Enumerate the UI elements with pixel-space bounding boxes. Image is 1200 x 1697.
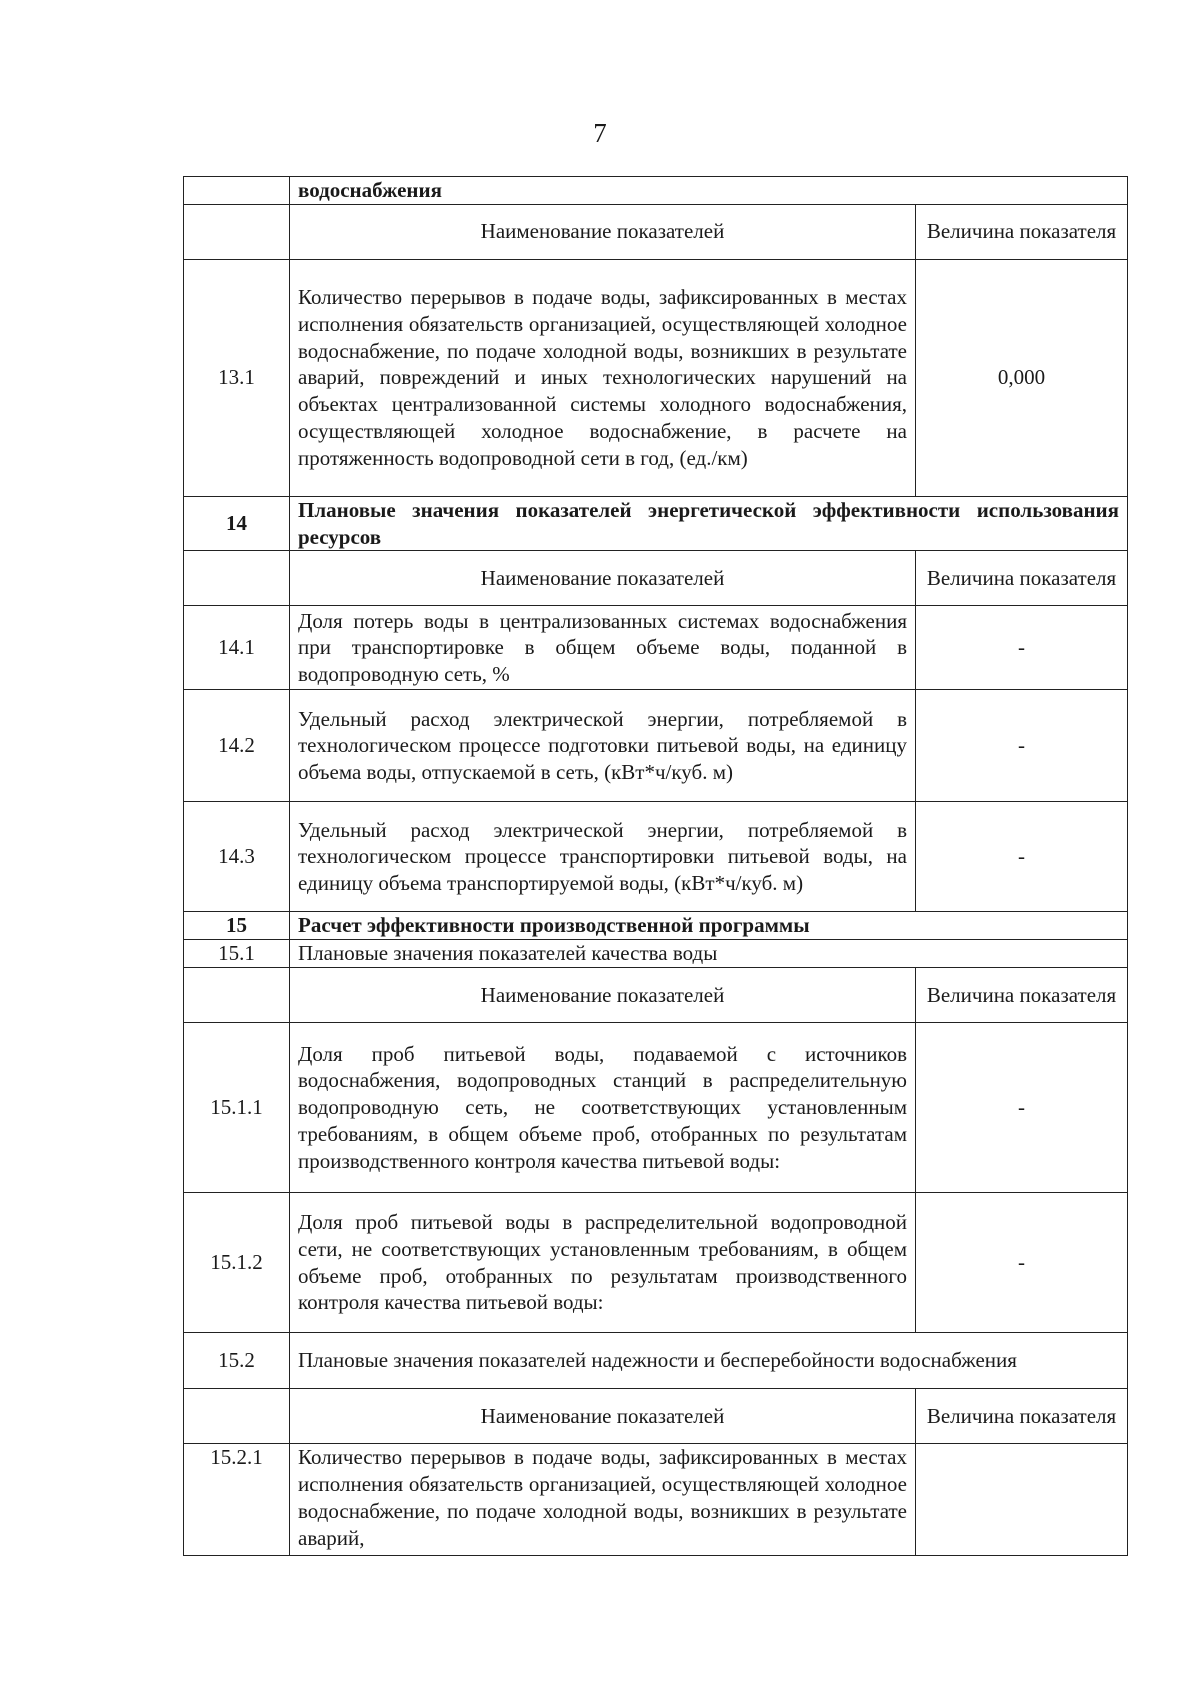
indicator-text: Количество перерывов в подаче воды, зафиксированных в местах исполнения обязательств организацией, осуществляющей холодное водоснабжение, по подаче холодной воды, возникших в результате аварий, <box>290 1444 916 1556</box>
row-number: 14.2 <box>184 690 290 802</box>
indicator-text: Доля проб питьевой воды в распределительной водопроводной сети, не соответствующих установленным требованиям, в общем объеме проб, отобранных по результатам производственного контроля качества питьевой воды: <box>290 1193 916 1333</box>
section-title: водоснабжения <box>290 177 1128 205</box>
table-row <box>184 1444 1128 1556</box>
row-number-cell <box>184 551 290 606</box>
row-number: 14.1 <box>184 606 290 690</box>
table-row <box>184 690 1128 802</box>
table-row <box>184 1193 1128 1333</box>
indicator-text: Удельный расход электрической энергии, потребляемой в технологическом процессе подготовки питьевой воды, на единицу объема воды, отпускаемой в сеть, (кВт*ч/куб. м) <box>290 690 916 802</box>
indicator-value: - <box>916 690 1128 802</box>
indicators-table <box>183 176 1128 1556</box>
indicator-value <box>916 1444 1128 1556</box>
section-number: 15 <box>184 912 290 940</box>
table-row <box>184 940 1128 968</box>
indicator-name-header: Наименование показателей <box>290 968 916 1023</box>
row-number: 15.1.1 <box>184 1023 290 1193</box>
indicator-value: 0,000 <box>916 259 1128 496</box>
subsection-number: 15.1 <box>184 940 290 968</box>
row-number-cell <box>184 204 290 259</box>
table-header-row <box>184 1389 1128 1444</box>
indicator-name-header: Наименование показателей <box>290 1389 916 1444</box>
row-number: 15.1.2 <box>184 1193 290 1333</box>
table-header-row <box>184 968 1128 1023</box>
value-header: Величина показателя <box>916 551 1128 606</box>
section-title: Расчет эффективности производственной программы <box>290 912 1128 940</box>
page-number: 7 <box>593 118 607 148</box>
table-row <box>184 912 1128 940</box>
value-header: Величина показателя <box>916 204 1128 259</box>
indicator-value: - <box>916 606 1128 690</box>
subsection-number: 15.2 <box>184 1333 290 1389</box>
indicator-name-header: Наименование показателей <box>290 551 916 606</box>
row-number: 14.3 <box>184 802 290 912</box>
indicator-text: Удельный расход электрической энергии, потребляемой в технологическом процессе транспортировки питьевой воды, на единицу объема транспортируемой воды, (кВт*ч/куб. м) <box>290 802 916 912</box>
indicator-text: Доля проб питьевой воды, подаваемой с источников водоснабжения, водопроводных станций в распределительную водопроводную сеть, не соответствующих установленным требованиям, в общем объеме проб, отобранных по результатам производственного контроля качества питьевой воды: <box>290 1023 916 1193</box>
row-number: 13.1 <box>184 259 290 496</box>
indicator-text: Доля потерь воды в централизованных системах водоснабжения при транспортировке в общем объеме воды, поданной в водопроводную сеть, % <box>290 606 916 690</box>
indicator-text: Количество перерывов в подаче воды, зафиксированных в местах исполнения обязательств организацией, осуществляющей холодное водоснабжение, по подаче холодной воды, возникших в результате аварий, повреждений и иных технологических нарушений на объектах централизованной системы холодного водоснабжения, осуществляющей холодное водоснабжение, в расчете на протяженность водопроводной сети в год, (ед./км) <box>290 259 916 496</box>
row-number-cell <box>184 177 290 205</box>
table-row <box>184 1333 1128 1389</box>
table-row <box>184 177 1128 205</box>
table-header-row <box>184 551 1128 606</box>
indicator-value: - <box>916 802 1128 912</box>
table-row <box>184 1023 1128 1193</box>
table-header-row <box>184 204 1128 259</box>
indicator-value: - <box>916 1023 1128 1193</box>
value-header: Величина показателя <box>916 1389 1128 1444</box>
table-row <box>184 496 1128 551</box>
subsection-title: Плановые значения показателей качества воды <box>290 940 1128 968</box>
section-title: Плановые значения показателей энергетической эффективности использования ресурсов <box>290 496 1128 551</box>
row-number-cell <box>184 968 290 1023</box>
indicator-value: - <box>916 1193 1128 1333</box>
table-row <box>184 802 1128 912</box>
table-row <box>184 606 1128 690</box>
section-number: 14 <box>184 496 290 551</box>
subsection-title: Плановые значения показателей надежности и бесперебойности водоснабжения <box>290 1333 1128 1389</box>
row-number-cell <box>184 1389 290 1444</box>
value-header: Величина показателя <box>916 968 1128 1023</box>
table-row <box>184 259 1128 496</box>
indicator-name-header: Наименование показателей <box>290 204 916 259</box>
row-number: 15.2.1 <box>184 1444 290 1556</box>
